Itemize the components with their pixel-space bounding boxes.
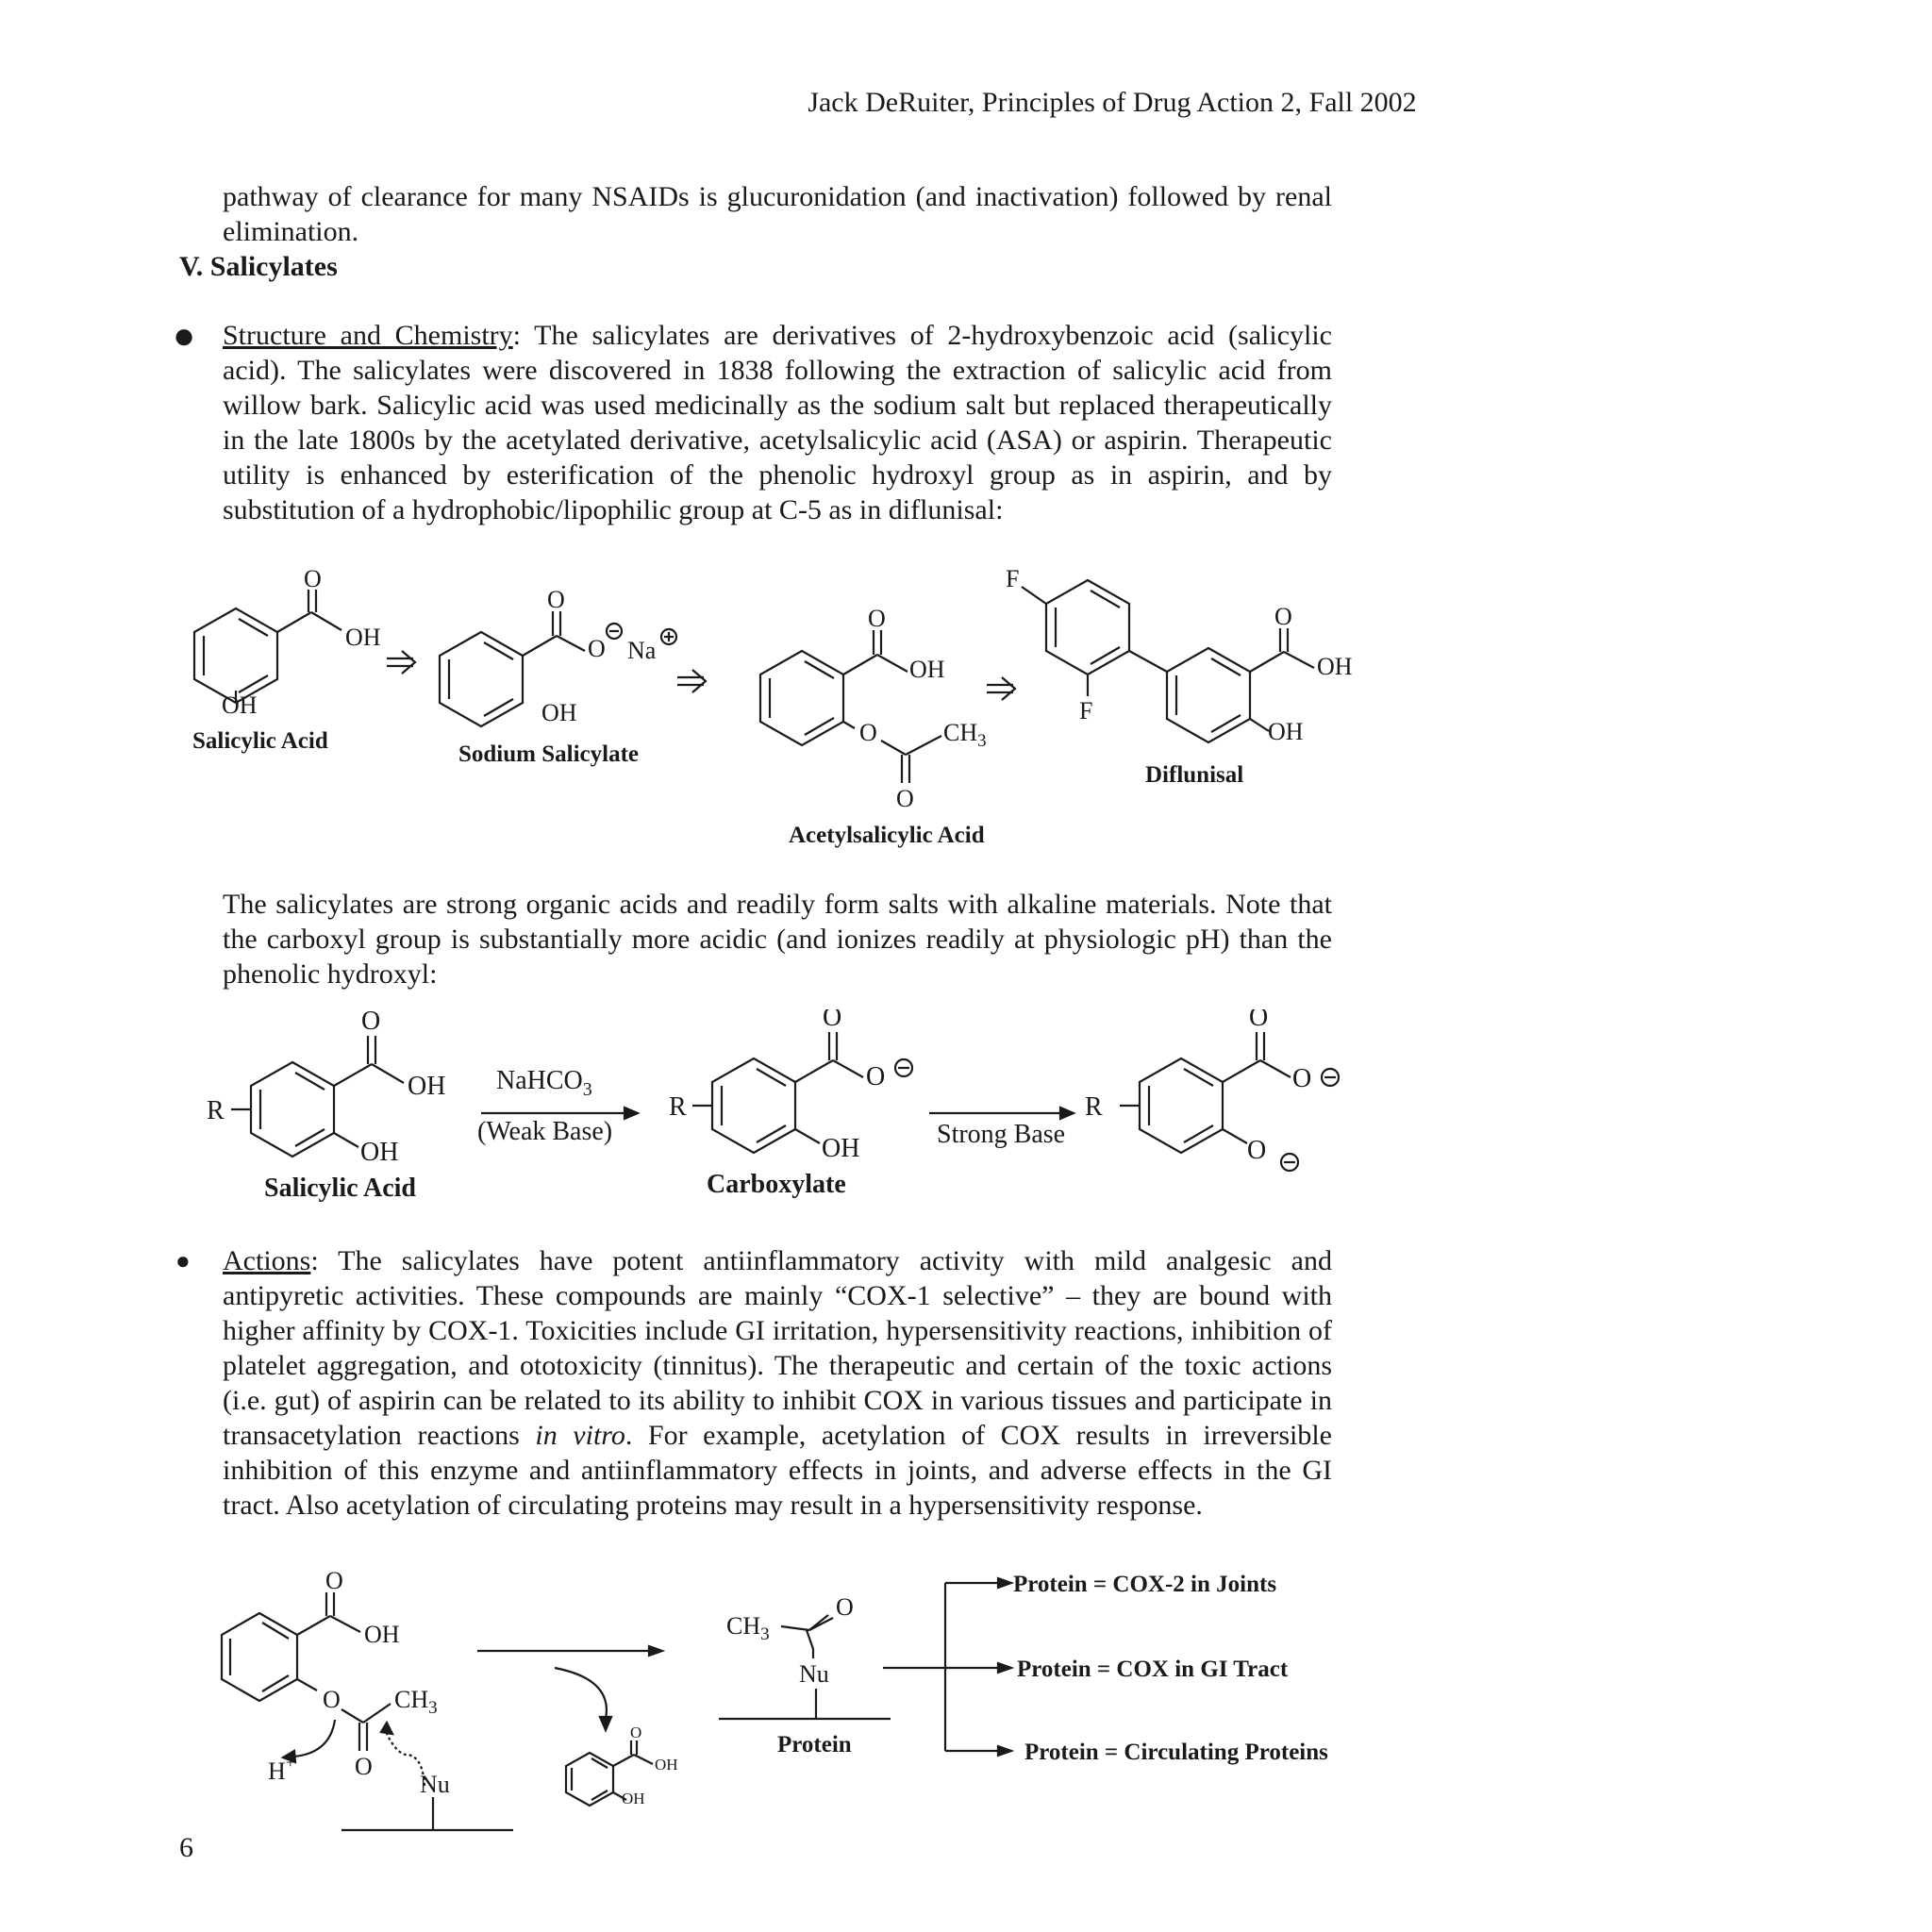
- transacetylation-scheme: [0, 1547, 1932, 1868]
- atom-oh: OH: [408, 1072, 446, 1101]
- structure-text: : The salicylates are derivatives of 2-hydroxybenzoic acid (salicylic acid). The salicylates were discovered in 1838 following the extraction of salicylic acid from willow bark. Salicylic acid was used medicinally as the sodium salt but replaced therapeutically in the late 1800s by the acetylated derivative, acetylsalicylic acid (ASA) or aspirin. Therapeutic utility is enhanced by esterification of the phenolic hydroxyl group as in aspirin, and by substitution of a hydrophobic/lipophilic group at C-5 as in diflunisal:: [223, 320, 1333, 525]
- compound-name-salicylic-acid: Salicylic Acid: [192, 728, 328, 754]
- actions-text-a: : The salicylates have potent antiinflammatory activity with mild analgesic and antipyretic activities. These compounds are mainly “COX-1 selective” – they are bound with higher affinity by COX-1. Toxicities include GI irritation, hypersensitivity reactions, inhibition of platelet aggregation, and ototoxicity (tinnitus). The therapeutic and certain of the toxic actions (i.e. gut) of aspirin can be related to its ability to inhibit COX in various tissues and participate in transacetylation reactions: [223, 1245, 1332, 1451]
- target-circulating: Protein = Circulating Proteins: [1024, 1740, 1328, 1765]
- benzene-ring: [194, 608, 277, 703]
- atom-o: O: [823, 1009, 842, 1032]
- acidity-text: The salicylates are strong organic acids and readily form salts with alkaline materials. Note that the carboxyl group is substantially more acidic (and ionizes readily at physiologic pH) than the phenolic hydroxyl:: [223, 889, 1332, 990]
- atom-o: O: [866, 1062, 886, 1091]
- bullet-structure: ●: [173, 314, 196, 357]
- atom-o: O: [868, 605, 886, 632]
- actions-term: Actions: [223, 1245, 311, 1276]
- atom-o: O: [1292, 1064, 1312, 1093]
- structure-term: Structure and Chemistry: [223, 320, 513, 351]
- atom-ch3: $CH_3$: [726, 1612, 770, 1644]
- atom-o: O: [355, 1753, 373, 1780]
- label-carboxylate: Carboxylate: [707, 1170, 846, 1199]
- label-protein: Protein: [777, 1732, 852, 1757]
- actions-paragraph: [223, 1243, 1332, 1523]
- atom-o: O: [361, 1009, 381, 1036]
- atom-o: O: [836, 1593, 854, 1621]
- r-group: R: [1085, 1092, 1103, 1122]
- atom-oh: OH: [541, 699, 577, 726]
- actions-text-b: . For example, acetylation of COX results in irreversible inhibition of this enzyme and antiinflammatory effects in joints, and adverse effects in the GI tract. Also acetylation of circulating proteins may result in a hypersensitivity response.: [223, 1420, 1332, 1521]
- bullet-actions: ●: [175, 1247, 191, 1274]
- atom-ch3: $CH_3$: [394, 1686, 438, 1718]
- reagent-weak-base: (Weak Base): [477, 1117, 613, 1146]
- atom-oh: OH: [222, 691, 258, 719]
- atom-na: Na: [627, 637, 657, 664]
- atom-oh: OH: [345, 624, 381, 651]
- label-salicylic-acid: Salicylic Acid: [264, 1174, 416, 1203]
- actions-text-italic: in vitro: [535, 1420, 625, 1451]
- atom-oh: OH: [622, 1790, 645, 1807]
- atom-ch3: $CH_3$: [943, 719, 987, 751]
- atom-o: O: [1247, 1136, 1267, 1165]
- atom-o: O: [859, 719, 877, 746]
- nucleophile-nu: Nu: [420, 1771, 450, 1798]
- atom-oh: OH: [364, 1621, 400, 1648]
- atom-o: O: [1249, 1009, 1269, 1032]
- compound-name-diflunisal: Diflunisal: [1145, 762, 1244, 788]
- r-group: R: [669, 1092, 687, 1122]
- atom-f: F: [1006, 565, 1020, 592]
- atom-oh: OH: [1317, 653, 1353, 680]
- page-number: 6: [179, 1832, 193, 1863]
- running-header: Jack DeRuiter, Principles of Drug Action 2, Fall 2002: [808, 87, 1417, 118]
- target-cox-gi: Protein = COX in GI Tract: [1017, 1657, 1289, 1682]
- reagent-nahco3: NaHCO$_3$: [496, 1066, 592, 1100]
- target-cox2-joints: Protein = COX-2 in Joints: [1013, 1572, 1277, 1597]
- r-group: R: [207, 1096, 225, 1125]
- atom-o: O: [547, 586, 565, 613]
- intro-continuation-text: pathway of clearance for many NSAIDs is glucuronidation (and inactivation) followed by renal elimination.: [223, 181, 1332, 247]
- atom-f: F: [1079, 697, 1093, 724]
- atom-o: O: [588, 635, 606, 662]
- atom-oh: OH: [909, 656, 945, 683]
- reagent-strong-base: Strong Base: [937, 1120, 1066, 1149]
- atom-o: O: [630, 1724, 642, 1741]
- atom-h: H+: [268, 1753, 295, 1785]
- atom-o: O: [1274, 603, 1292, 630]
- atom-oh: OH: [822, 1134, 860, 1163]
- atom-o: O: [325, 1567, 343, 1594]
- structure-paragraph: [223, 318, 1332, 527]
- atom-oh: OH: [655, 1756, 678, 1774]
- atom-o: O: [323, 1686, 341, 1713]
- atom-oh: OH: [360, 1138, 399, 1167]
- salicylate-structures-scheme: [0, 557, 1932, 858]
- intro-continuation: [223, 179, 1332, 249]
- section-heading: V. Salicylates: [179, 251, 338, 282]
- compound-name-acetylsalicylic-acid: Acetylsalicylic Acid: [789, 823, 985, 848]
- nucleophile-nu: Nu: [799, 1660, 829, 1688]
- atom-oh: OH: [1268, 718, 1304, 745]
- atom-o: O: [304, 565, 322, 592]
- ionization-scheme: [0, 1009, 1932, 1217]
- atom-o: O: [896, 785, 914, 812]
- acidity-paragraph: [223, 887, 1332, 991]
- compound-name-sodium-salicylate: Sodium Salicylate: [458, 741, 639, 767]
